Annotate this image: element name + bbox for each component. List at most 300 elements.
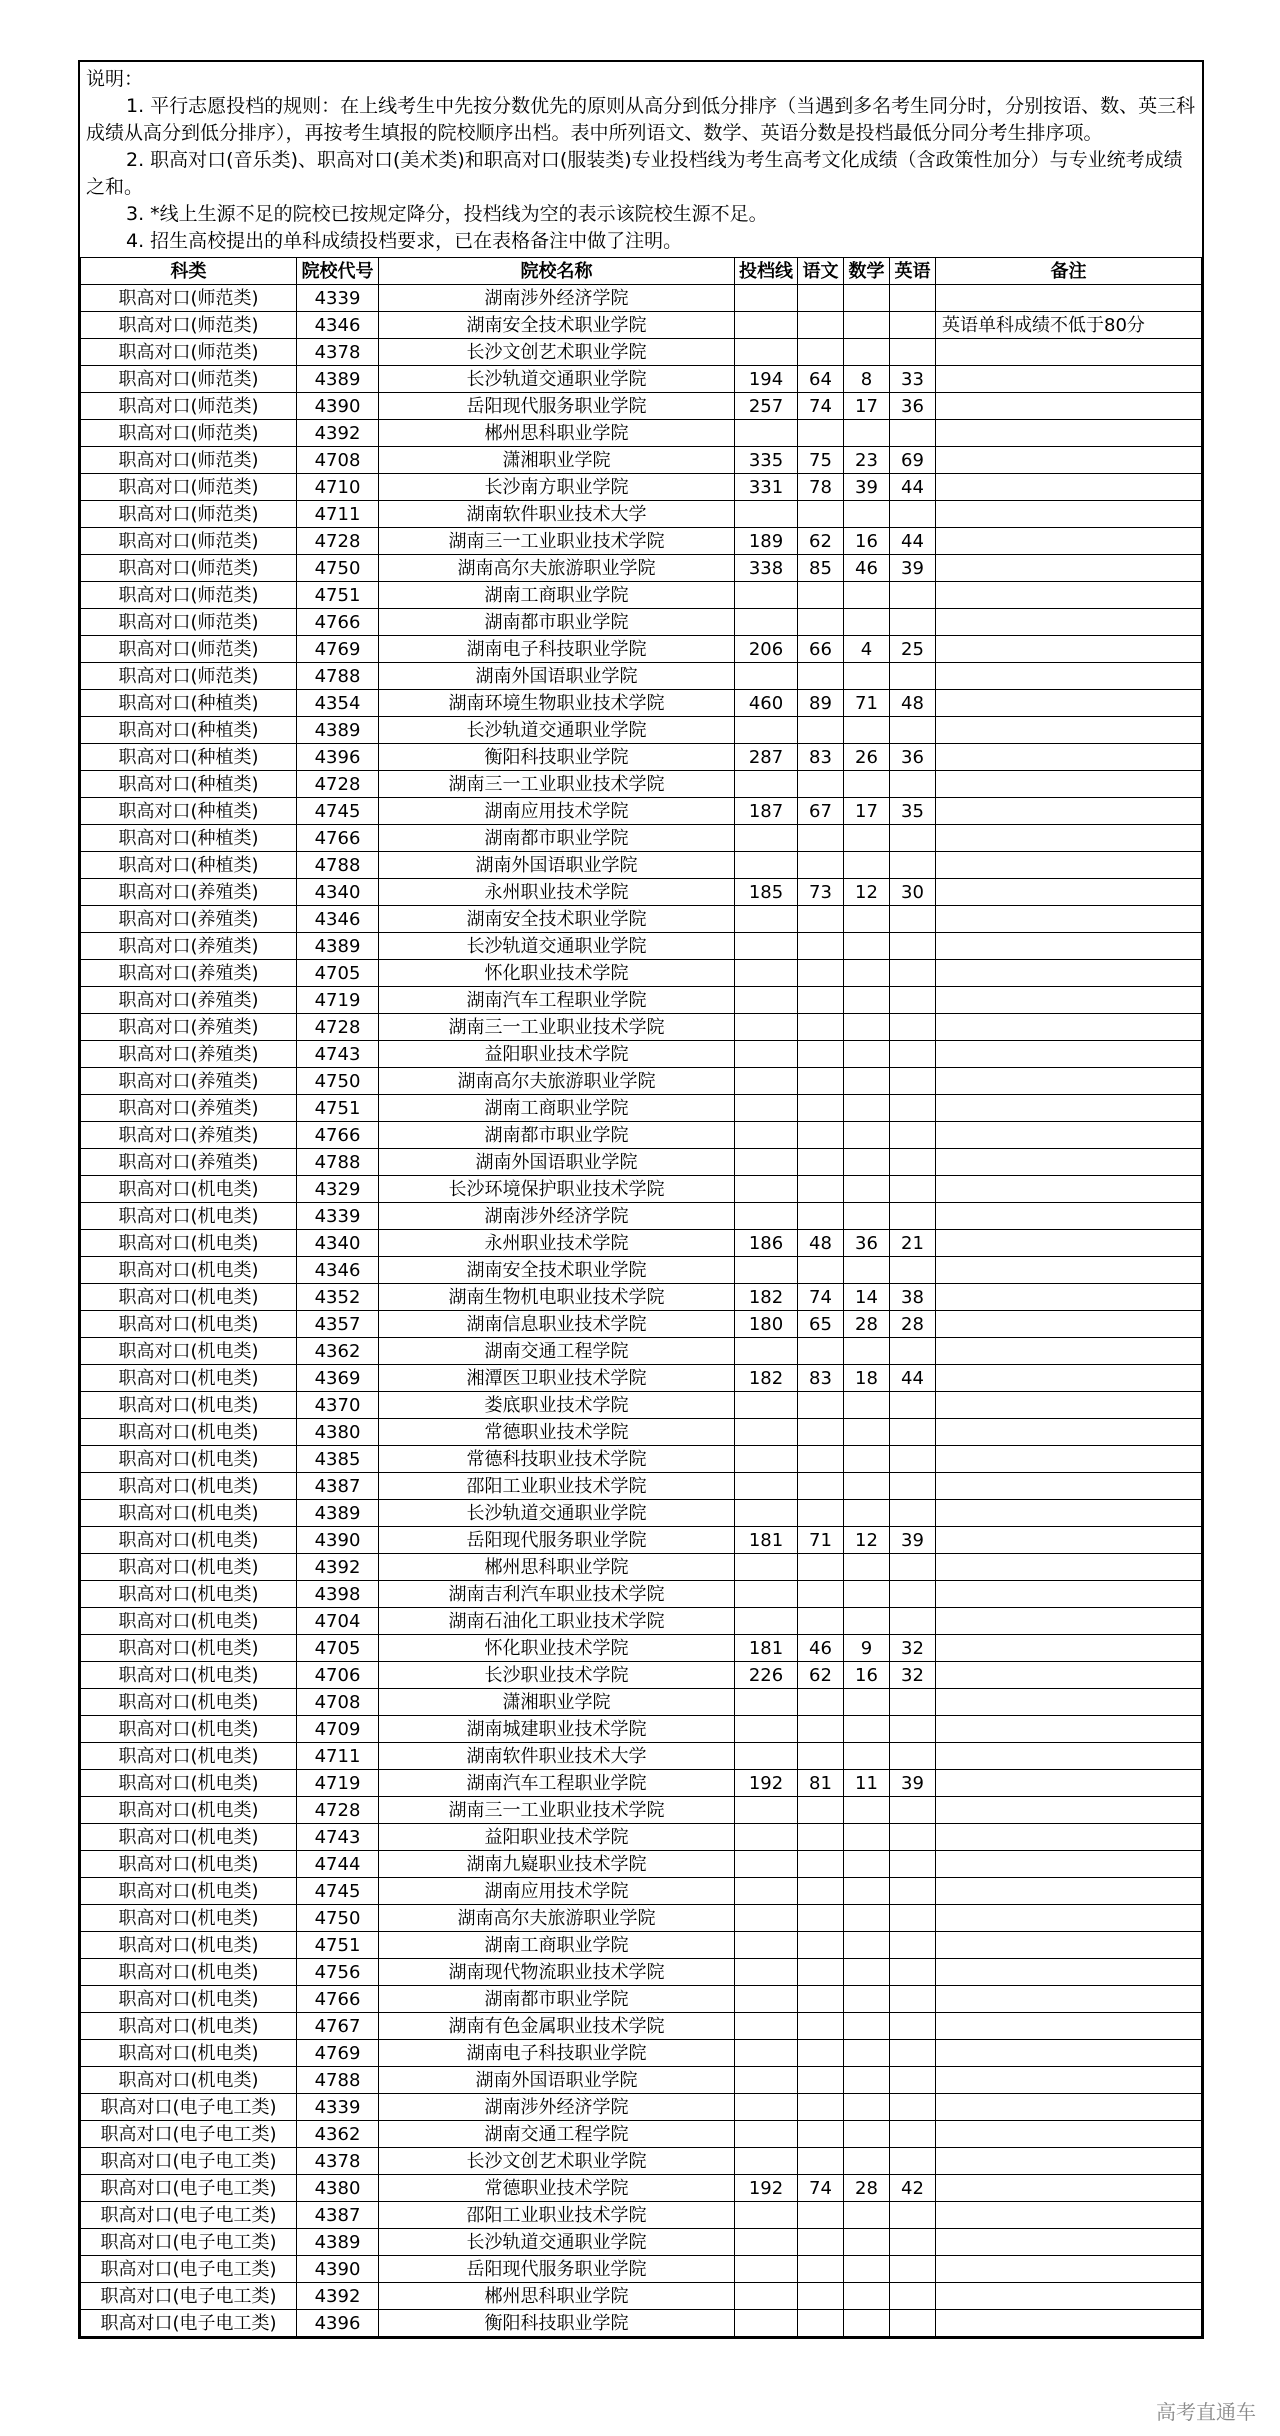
category-cell: 职高对口(种植类) [81,852,297,879]
math-cell [844,1689,890,1716]
english-cell [890,609,936,636]
chinese-cell [798,1473,844,1500]
school-code-cell: 4340 [297,879,379,906]
english-cell [890,1581,936,1608]
school-name-cell: 永州职业技术学院 [379,879,735,906]
cutoff-cell [735,852,798,879]
category-cell: 职高对口(养殖类) [81,906,297,933]
category-cell: 职高对口(机电类) [81,1932,297,1959]
table-row [81,771,1202,798]
math-cell [844,1446,890,1473]
school-name-cell: 湖南外国语职业学院 [379,852,735,879]
school-name-cell: 湖南软件职业技术大学 [379,501,735,528]
table-row [81,825,1202,852]
english-cell: 30 [890,879,936,906]
remarks-cell [936,1554,1202,1581]
remarks-cell [936,1392,1202,1419]
school-name-cell: 湖南涉外经济学院 [379,285,735,312]
school-code-cell: 4767 [297,2013,379,2040]
cutoff-cell [735,1095,798,1122]
school-name-cell: 长沙轨道交通职业学院 [379,1500,735,1527]
category-cell: 职高对口(养殖类) [81,960,297,987]
english-cell: 42 [890,2175,936,2202]
school-code-cell: 4380 [297,2175,379,2202]
english-cell [890,771,936,798]
category-cell: 职高对口(机电类) [81,1473,297,1500]
category-cell: 职高对口(机电类) [81,1986,297,2013]
table-row [81,987,1202,1014]
school-code-cell: 4788 [297,663,379,690]
school-code-cell: 4745 [297,798,379,825]
school-code-cell: 4711 [297,1743,379,1770]
category-cell: 职高对口(机电类) [81,1743,297,1770]
english-cell [890,1257,936,1284]
table-row [81,1338,1202,1365]
cutoff-cell [735,906,798,933]
table-row [81,1905,1202,1932]
math-cell [844,1878,890,1905]
english-cell: 28 [890,1311,936,1338]
school-code-cell: 4339 [297,285,379,312]
school-code-cell: 4390 [297,2256,379,2283]
remarks-cell [936,447,1202,474]
school-name-cell: 湖南应用技术学院 [379,798,735,825]
category-cell: 职高对口(种植类) [81,798,297,825]
chinese-cell [798,582,844,609]
school-name-cell: 潇湘职业学院 [379,447,735,474]
table-row [81,1662,1202,1689]
school-code-cell: 4750 [297,1905,379,1932]
remarks-cell [936,1014,1202,1041]
table-row [81,1446,1202,1473]
school-code-cell: 4751 [297,1095,379,1122]
school-name-cell: 常德职业技术学院 [379,1419,735,1446]
table-row [81,717,1202,744]
english-cell [890,1500,936,1527]
school-code-cell: 4705 [297,1635,379,1662]
chinese-cell [798,1743,844,1770]
school-name-cell: 长沙轨道交通职业学院 [379,717,735,744]
chinese-cell [798,2148,844,2175]
school-code-cell: 4708 [297,1689,379,1716]
remarks-cell [936,2148,1202,2175]
remarks-cell [936,1230,1202,1257]
cutoff-cell [735,1716,798,1743]
category-cell: 职高对口(机电类) [81,1176,297,1203]
cutoff-cell [735,987,798,1014]
cutoff-cell [735,501,798,528]
remarks-cell [936,798,1202,825]
chinese-cell [798,1041,844,1068]
english-cell: 39 [890,1770,936,1797]
school-name-cell: 长沙文创艺术职业学院 [379,339,735,366]
school-code-cell: 4708 [297,447,379,474]
table-row [81,1878,1202,1905]
category-cell: 职高对口(师范类) [81,366,297,393]
english-cell [890,2229,936,2256]
chinese-cell: 65 [798,1311,844,1338]
english-cell [890,1689,936,1716]
category-cell: 职高对口(师范类) [81,528,297,555]
math-cell: 17 [844,798,890,825]
school-name-cell: 湖南三一工业职业技术学院 [379,771,735,798]
school-code-cell: 4398 [297,1581,379,1608]
remarks-cell [936,555,1202,582]
remarks-cell [936,1878,1202,1905]
school-code-cell: 4705 [297,960,379,987]
english-cell: 21 [890,1230,936,1257]
school-code-cell: 4340 [297,1230,379,1257]
category-cell: 职高对口(电子电工类) [81,2283,297,2310]
remarks-cell [936,2067,1202,2094]
category-cell: 职高对口(机电类) [81,1203,297,1230]
school-name-cell: 邵阳工业职业技术学院 [379,1473,735,1500]
watermark: 高考直通车 [1156,2400,1256,2424]
chinese-cell [798,609,844,636]
category-cell: 职高对口(师范类) [81,447,297,474]
math-cell [844,1149,890,1176]
chinese-cell: 81 [798,1770,844,1797]
school-code-cell: 4357 [297,1311,379,1338]
remarks-cell [936,1959,1202,1986]
category-cell: 职高对口(种植类) [81,690,297,717]
english-cell: 25 [890,636,936,663]
chinese-cell [798,1095,844,1122]
school-code-cell: 4378 [297,339,379,366]
note-item: 4. 招生高校提出的单科成绩投档要求，已在表格备注中做了注明。 [126,230,683,252]
table-row [81,1473,1202,1500]
cutoff-cell: 180 [735,1311,798,1338]
math-cell [844,2013,890,2040]
cutoff-cell [735,2283,798,2310]
remarks-cell [936,2256,1202,2283]
remarks-cell [936,1257,1202,1284]
school-code-cell: 4390 [297,393,379,420]
chinese-cell [798,771,844,798]
table-row [81,2094,1202,2121]
school-name-cell: 益阳职业技术学院 [379,1824,735,1851]
category-cell: 职高对口(机电类) [81,1338,297,1365]
school-name-cell: 湖南高尔夫旅游职业学院 [379,1068,735,1095]
english-cell: 32 [890,1635,936,1662]
school-name-cell: 湖南外国语职业学院 [379,1149,735,1176]
table-row [81,609,1202,636]
school-name-cell: 常德职业技术学院 [379,2175,735,2202]
chinese-cell [798,663,844,690]
category-cell: 职高对口(师范类) [81,312,297,339]
table-row [81,420,1202,447]
table-row [81,447,1202,474]
chinese-cell [798,1257,844,1284]
school-code-cell: 4362 [297,2121,379,2148]
school-code-cell: 4706 [297,1662,379,1689]
school-name-cell: 湖南有色金属职业技术学院 [379,2013,735,2040]
cutoff-cell: 182 [735,1284,798,1311]
math-cell [844,2121,890,2148]
school-code-cell: 4766 [297,825,379,852]
english-cell [890,1878,936,1905]
chinese-cell [798,501,844,528]
header-school-code: 院校代号 [297,258,379,285]
english-cell [890,825,936,852]
school-code-cell: 4719 [297,1770,379,1797]
table-row [81,1014,1202,1041]
math-cell: 16 [844,1662,890,1689]
english-cell [890,2121,936,2148]
table-row [81,1392,1202,1419]
table-row [81,528,1202,555]
remarks-cell [936,852,1202,879]
category-cell: 职高对口(电子电工类) [81,2175,297,2202]
english-cell [890,2148,936,2175]
chinese-cell [798,1419,844,1446]
cutoff-cell [735,933,798,960]
cutoff-cell: 460 [735,690,798,717]
remarks-cell [936,663,1202,690]
school-code-cell: 4728 [297,1797,379,1824]
remarks-cell [936,771,1202,798]
cutoff-cell [735,1797,798,1824]
category-cell: 职高对口(师范类) [81,393,297,420]
category-cell: 职高对口(机电类) [81,1770,297,1797]
header-chinese: 语文 [798,258,844,285]
remarks-cell [936,1446,1202,1473]
category-cell: 职高对口(机电类) [81,1500,297,1527]
english-cell [890,1203,936,1230]
chinese-cell [798,312,844,339]
english-cell: 44 [890,1365,936,1392]
remarks-cell [936,1635,1202,1662]
chinese-cell: 66 [798,636,844,663]
cutoff-cell: 287 [735,744,798,771]
table-row [81,1743,1202,1770]
school-name-cell: 湖南涉外经济学院 [379,2094,735,2121]
remarks-cell [936,2040,1202,2067]
table-row [81,501,1202,528]
school-name-cell: 益阳职业技术学院 [379,1041,735,1068]
english-cell [890,2202,936,2229]
note-item: 1. 平行志愿投档的规则：在上线考生中先按分数优先的原则从高分到低分排序（当遇到多名考生同分时，分别按语、数、英三科成绩从高分到低分排序），再按考生填报的院校顺序出档。表中所列语文、数学、英语分数是投档最低分同分考生排序项。 [86,95,1196,144]
school-name-cell: 湘潭医卫职业技术学院 [379,1365,735,1392]
math-cell [844,609,890,636]
table-row [81,1176,1202,1203]
school-name-cell: 邵阳工业职业技术学院 [379,2202,735,2229]
category-cell: 职高对口(养殖类) [81,987,297,1014]
school-code-cell: 4728 [297,528,379,555]
cutoff-cell [735,1689,798,1716]
math-cell: 16 [844,528,890,555]
remarks-cell [936,1905,1202,1932]
category-cell: 职高对口(师范类) [81,609,297,636]
cutoff-cell: 185 [735,879,798,906]
note-item: 3. *线上生源不足的院校已按规定降分，投档线为空的表示该院校生源不足。 [126,203,768,225]
math-cell [844,2310,890,2337]
category-cell: 职高对口(机电类) [81,1824,297,1851]
chinese-cell [798,1338,844,1365]
math-cell: 17 [844,393,890,420]
chinese-cell [798,2121,844,2148]
school-code-cell: 4710 [297,474,379,501]
table-row [81,2148,1202,2175]
cutoff-cell: 192 [735,2175,798,2202]
cutoff-cell [735,1014,798,1041]
english-cell [890,1905,936,1932]
chinese-cell [798,1689,844,1716]
chinese-cell [798,2283,844,2310]
table-row [81,1203,1202,1230]
cutoff-cell [735,609,798,636]
math-cell [844,717,890,744]
category-cell: 职高对口(养殖类) [81,933,297,960]
remarks-cell [936,1095,1202,1122]
cutoff-cell [735,420,798,447]
remarks-cell [936,2013,1202,2040]
category-cell: 职高对口(师范类) [81,636,297,663]
math-cell [844,285,890,312]
remarks-cell [936,636,1202,663]
chinese-cell: 62 [798,528,844,555]
school-code-cell: 4389 [297,2229,379,2256]
school-name-cell: 湖南汽车工程职业学院 [379,987,735,1014]
school-name-cell: 郴州思科职业学院 [379,420,735,447]
school-code-cell: 4709 [297,1716,379,1743]
category-cell: 职高对口(种植类) [81,825,297,852]
math-cell [844,1203,890,1230]
school-code-cell: 4750 [297,1068,379,1095]
math-cell: 39 [844,474,890,501]
chinese-cell [798,1392,844,1419]
school-code-cell: 4788 [297,852,379,879]
remarks-cell [936,1797,1202,1824]
math-cell [844,663,890,690]
cutoff-cell [735,1203,798,1230]
school-name-cell: 湖南安全技术职业学院 [379,1257,735,1284]
cutoff-cell [735,582,798,609]
category-cell: 职高对口(养殖类) [81,1149,297,1176]
table-row [81,366,1202,393]
table-row [81,474,1202,501]
category-cell: 职高对口(机电类) [81,2013,297,2040]
chinese-cell [798,1986,844,2013]
table-row [81,393,1202,420]
table-row [81,2202,1202,2229]
english-cell [890,933,936,960]
cutoff-cell: 226 [735,1662,798,1689]
remarks-cell [936,960,1202,987]
category-cell: 职高对口(电子电工类) [81,2310,297,2337]
math-cell: 36 [844,1230,890,1257]
english-cell [890,1473,936,1500]
cutoff-cell: 186 [735,1230,798,1257]
table-row [81,744,1202,771]
table-row [81,1770,1202,1797]
remarks-cell [936,1122,1202,1149]
cutoff-cell [735,1257,798,1284]
chinese-cell [798,933,844,960]
chinese-cell [798,1446,844,1473]
english-cell [890,2094,936,2121]
cutoff-cell: 181 [735,1527,798,1554]
category-cell: 职高对口(师范类) [81,582,297,609]
school-name-cell: 湖南高尔夫旅游职业学院 [379,555,735,582]
chinese-cell [798,339,844,366]
table-row [81,2013,1202,2040]
school-code-cell: 4769 [297,2040,379,2067]
cutoff-cell [735,2148,798,2175]
table-row [81,663,1202,690]
cutoff-cell [735,2067,798,2094]
category-cell: 职高对口(师范类) [81,555,297,582]
cutoff-cell [735,2310,798,2337]
chinese-cell [798,852,844,879]
chinese-cell [798,717,844,744]
category-cell: 职高对口(机电类) [81,1851,297,1878]
school-code-cell: 4744 [297,1851,379,1878]
category-cell: 职高对口(机电类) [81,1230,297,1257]
school-name-cell: 湖南都市职业学院 [379,1122,735,1149]
math-cell: 11 [844,1770,890,1797]
school-code-cell: 4766 [297,1986,379,2013]
english-cell: 38 [890,1284,936,1311]
cutoff-cell [735,285,798,312]
table-row [81,2310,1202,2337]
english-cell [890,663,936,690]
english-cell: 35 [890,798,936,825]
school-code-cell: 4788 [297,1149,379,1176]
math-cell [844,1338,890,1365]
math-cell [844,933,890,960]
remarks-cell [936,1662,1202,1689]
table-row [81,852,1202,879]
header-cutoff-score: 投档线 [735,258,798,285]
school-name-cell: 湖南环境生物职业技术学院 [379,690,735,717]
chinese-cell [798,1068,844,1095]
school-code-cell: 4352 [297,1284,379,1311]
chinese-cell: 83 [798,1365,844,1392]
table-row [81,2040,1202,2067]
chinese-cell [798,906,844,933]
category-cell: 职高对口(电子电工类) [81,2121,297,2148]
remarks-cell [936,1041,1202,1068]
school-name-cell: 娄底职业技术学院 [379,1392,735,1419]
school-name-cell: 郴州思科职业学院 [379,2283,735,2310]
english-cell [890,1986,936,2013]
category-cell: 职高对口(电子电工类) [81,2256,297,2283]
table-row [81,1689,1202,1716]
chinese-cell: 74 [798,2175,844,2202]
remarks-cell [936,690,1202,717]
table-row [81,339,1202,366]
chinese-cell [798,1932,844,1959]
remarks-cell [936,1824,1202,1851]
english-cell [890,1824,936,1851]
category-cell: 职高对口(养殖类) [81,879,297,906]
remarks-cell [936,744,1202,771]
math-cell [844,2094,890,2121]
math-cell [844,420,890,447]
math-cell [844,2283,890,2310]
school-code-cell: 4788 [297,2067,379,2094]
chinese-cell [798,1176,844,1203]
school-name-cell: 湖南九嶷职业技术学院 [379,1851,735,1878]
notes-title: 说明： [86,68,144,90]
remarks-cell [936,474,1202,501]
remarks-cell [936,2310,1202,2337]
math-cell [844,825,890,852]
chinese-cell: 64 [798,366,844,393]
remarks-cell [936,2229,1202,2256]
math-cell [844,987,890,1014]
